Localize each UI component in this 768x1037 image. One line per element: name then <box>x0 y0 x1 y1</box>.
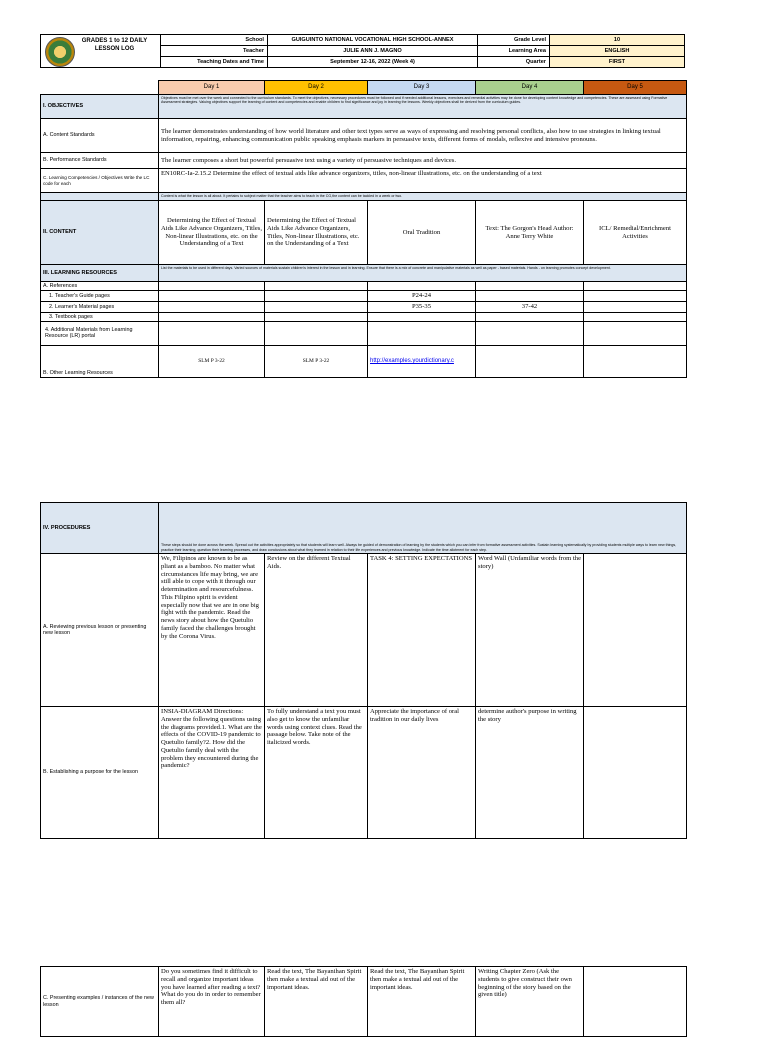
dates-value: September 12-16, 2022 (Week 4) <box>268 57 478 68</box>
performance-standards-text: The learner composes a short but powerful persuasive text using a variety of persuasive techniques and devices. <box>159 153 687 169</box>
procedures-label: IV. PROCEDURES <box>41 503 159 554</box>
day-1-header: Day 1 <box>159 81 265 95</box>
learning-area-value: ENGLISH <box>550 46 685 57</box>
learning-area-label: Learning Area <box>478 46 550 57</box>
resources-note: List the materials to be used in different days. Varied sources of materials sustain children's interest in the lesson and in learning. Ensure that there is a mix of concrete and manipulative materials as well as paper - based materials. Hands - on learning promotes concept development. <box>159 265 687 282</box>
teacher-label: Teacher <box>161 46 268 57</box>
examples-day-1: Do you sometimes find it difficult to recall and organize important ideas you have learned after reading a text? What do you do in order to remember them all? <box>159 967 265 1037</box>
content-day-1: Determining the Effect of Textual Aids Like Advance Organizers, Titles, Non-linear Illustrations, etc. on the Understanding of a Text <box>159 201 265 265</box>
purpose-day-2: To fully understand a text you must also get to know the unfamiliar words using context clues. Read the passage below. Take note of the italicized words. <box>265 707 368 839</box>
grade-level-label: Grade Level <box>478 35 550 46</box>
content-day-3: Oral Tradition <box>368 201 476 265</box>
other-resources-day-1: SLM P 3-22 <box>159 345 265 377</box>
references-label: A. References <box>41 282 159 291</box>
lm-pages-day-4: 37-42 <box>476 301 584 312</box>
lm-pages-day-3: P35-35 <box>368 301 476 312</box>
procedures-note: These steps should be done across the week. Spread out the activities appropriately so that students will learn well. Always be guided of demonstration of learning by the students which you can infer from formative assessment activities. Sustain learning systematically by providing students multiple ways to learn new things, practice their learning, question their learning processes, and draw conclusions about what they learned in relation to their life experiences and previous knowledge. Indicate the time allotment for each step. <box>159 503 687 554</box>
day-3-header: Day 3 <box>368 81 476 95</box>
content-standards-label: A. Content Standards <box>41 119 159 153</box>
textbook-pages-label: 3. Textbook pages <box>41 312 159 321</box>
school-label: School <box>161 35 268 46</box>
review-day-2: Review on the different Textual Aids. <box>265 554 368 707</box>
content-standards-text: The learner demonstrates understanding of how world literature and other text types serve as ways of expressing and resolving personal conflicts, also how to use strategies in linking textual information, repairing, enhancing communication public speaking emphasis markers in persuasive texts, different forms of modals, reflexive and intensive pronouns. <box>159 119 687 153</box>
examples-day-3: Read the text, The Bayanihan Spirit then make a textual aid out of the important ideas. <box>368 967 476 1037</box>
tg-pages-day-3: P24-24 <box>368 291 476 302</box>
quarter-label: Quarter <box>478 57 550 68</box>
grade-level-value: 10 <box>550 35 685 46</box>
day-4-header: Day 4 <box>476 81 584 95</box>
review-day-4: Word Wall (Unfamiliar words from the story) <box>476 554 584 707</box>
presenting-examples-table <box>40 966 687 1037</box>
competencies-text: EN10RC-Ia-2.15.2 Determine the effect of textual aids like advance organizers, titles, non-linear illustrations, etc. on the understanding of a text <box>159 169 687 193</box>
establishing-purpose-label: B. Establishing a purpose for the lesson <box>41 707 159 839</box>
resource-link-day-3[interactable]: http://examples.yourdictionary.c <box>370 357 454 364</box>
dates-label: Teaching Dates and Time <box>161 57 268 68</box>
procedures-table <box>40 502 687 839</box>
competencies-label: C. Learning Competencies / Objectives Write the LC code for each <box>41 169 159 193</box>
purpose-day-1: INSIA-DIAGRAM Directions: Answer the following questions using the diagrams provided.1. What are the effects of the COVID-19 pandemic to Quetulio family?2. How did the Quetulio family deal with the problem they encountered during the pandemic? <box>159 707 265 839</box>
lesson-log-table <box>40 80 687 378</box>
resources-label: III. LEARNING RESOURCES <box>41 265 159 282</box>
school-value: GUIGUINTO NATIONAL VOCATIONAL HIGH SCHOOL-ANNEX <box>268 35 478 46</box>
content-day-2: Determining the Effect of Textual Aids Like Advance Organizers, Titles, Non-linear Illustrations, etc. on the Understanding of a Text <box>265 201 368 265</box>
purpose-day-4: determine author's purpose in writing the story <box>476 707 584 839</box>
header-table <box>40 34 685 68</box>
other-resources-label: B. Other Learning Resources <box>41 345 159 377</box>
content-day-5: ICL/ Remedial/Enrichment Activities <box>584 201 687 265</box>
teacher-value: JULIE ANN J. MAGNO <box>268 46 478 57</box>
learners-material-label: 2. Learner's Material pages <box>41 301 159 312</box>
day-5-header: Day 5 <box>584 81 687 95</box>
dll-title: GRADES 1 to 12 DAILY LESSON LOG <box>41 35 161 68</box>
day-2-header: Day 2 <box>265 81 368 95</box>
objectives-label: I. OBJECTIVES <box>41 95 159 119</box>
performance-standards-label: B. Performance Standards <box>41 153 159 169</box>
reviewing-lesson-label: A. Reviewing previous lesson or presenting new lesson <box>41 554 159 707</box>
teachers-guide-label: 1. Teacher's Guide pages <box>41 291 159 302</box>
examples-day-2: Read the text, The Bayanihan Spirit then make a textual aid out of the important ideas. <box>265 967 368 1037</box>
review-day-1: We, Filipinos are known to be as pliant as a bamboo. No matter what circumstances life may bring, we are still able to cope with it through our determination and resourcefulness. This Filipino spirit is evident especially now that we are in one big fight with the pandemic. Read the news story about how the Quetulio family faced the challenges brought by the Corona Virus. <box>159 554 265 707</box>
purpose-day-3: Appreciate the importance of oral tradition in our daily lives <box>368 707 476 839</box>
additional-materials-label: 4. Additional Materials from Learning Resource (LR) portal <box>41 321 159 345</box>
quarter-value: FIRST <box>550 57 685 68</box>
review-day-3: TASK 4: SETTING EXPECTATIONS <box>368 554 476 707</box>
presenting-examples-label: C. Presenting examples / instances of the new lesson <box>41 967 159 1037</box>
content-label: II. CONTENT <box>41 201 159 265</box>
other-resources-day-2: SLM P 3-22 <box>265 345 368 377</box>
objectives-note: Objectives must be met over the week and connected to the curriculum standards. To meet the objectives, necessary procedures must be followed and if needed additional lessons, exercises and remedial activities may be done for developing content knowledge and competencies. These are assessed using Formative Assessment strategies. Valuing objectives support the learning of content and competencies and enable children to find significance and joy in learning the lessons. Weekly objectives shall be derived from the curriculum guides. <box>159 95 687 119</box>
content-note: Content is what the lesson is all about. It pertains to subject matter that the teacher aims to teach in the CG,the content can be tackled in a week or two. <box>159 193 687 201</box>
content-day-4: Text: The Gorgon's Head Author: Anne Terry White <box>476 201 584 265</box>
examples-day-4: Writing Chapter Zero (Ask the students to give construct their own beginning of the story based on the given title) <box>476 967 584 1037</box>
